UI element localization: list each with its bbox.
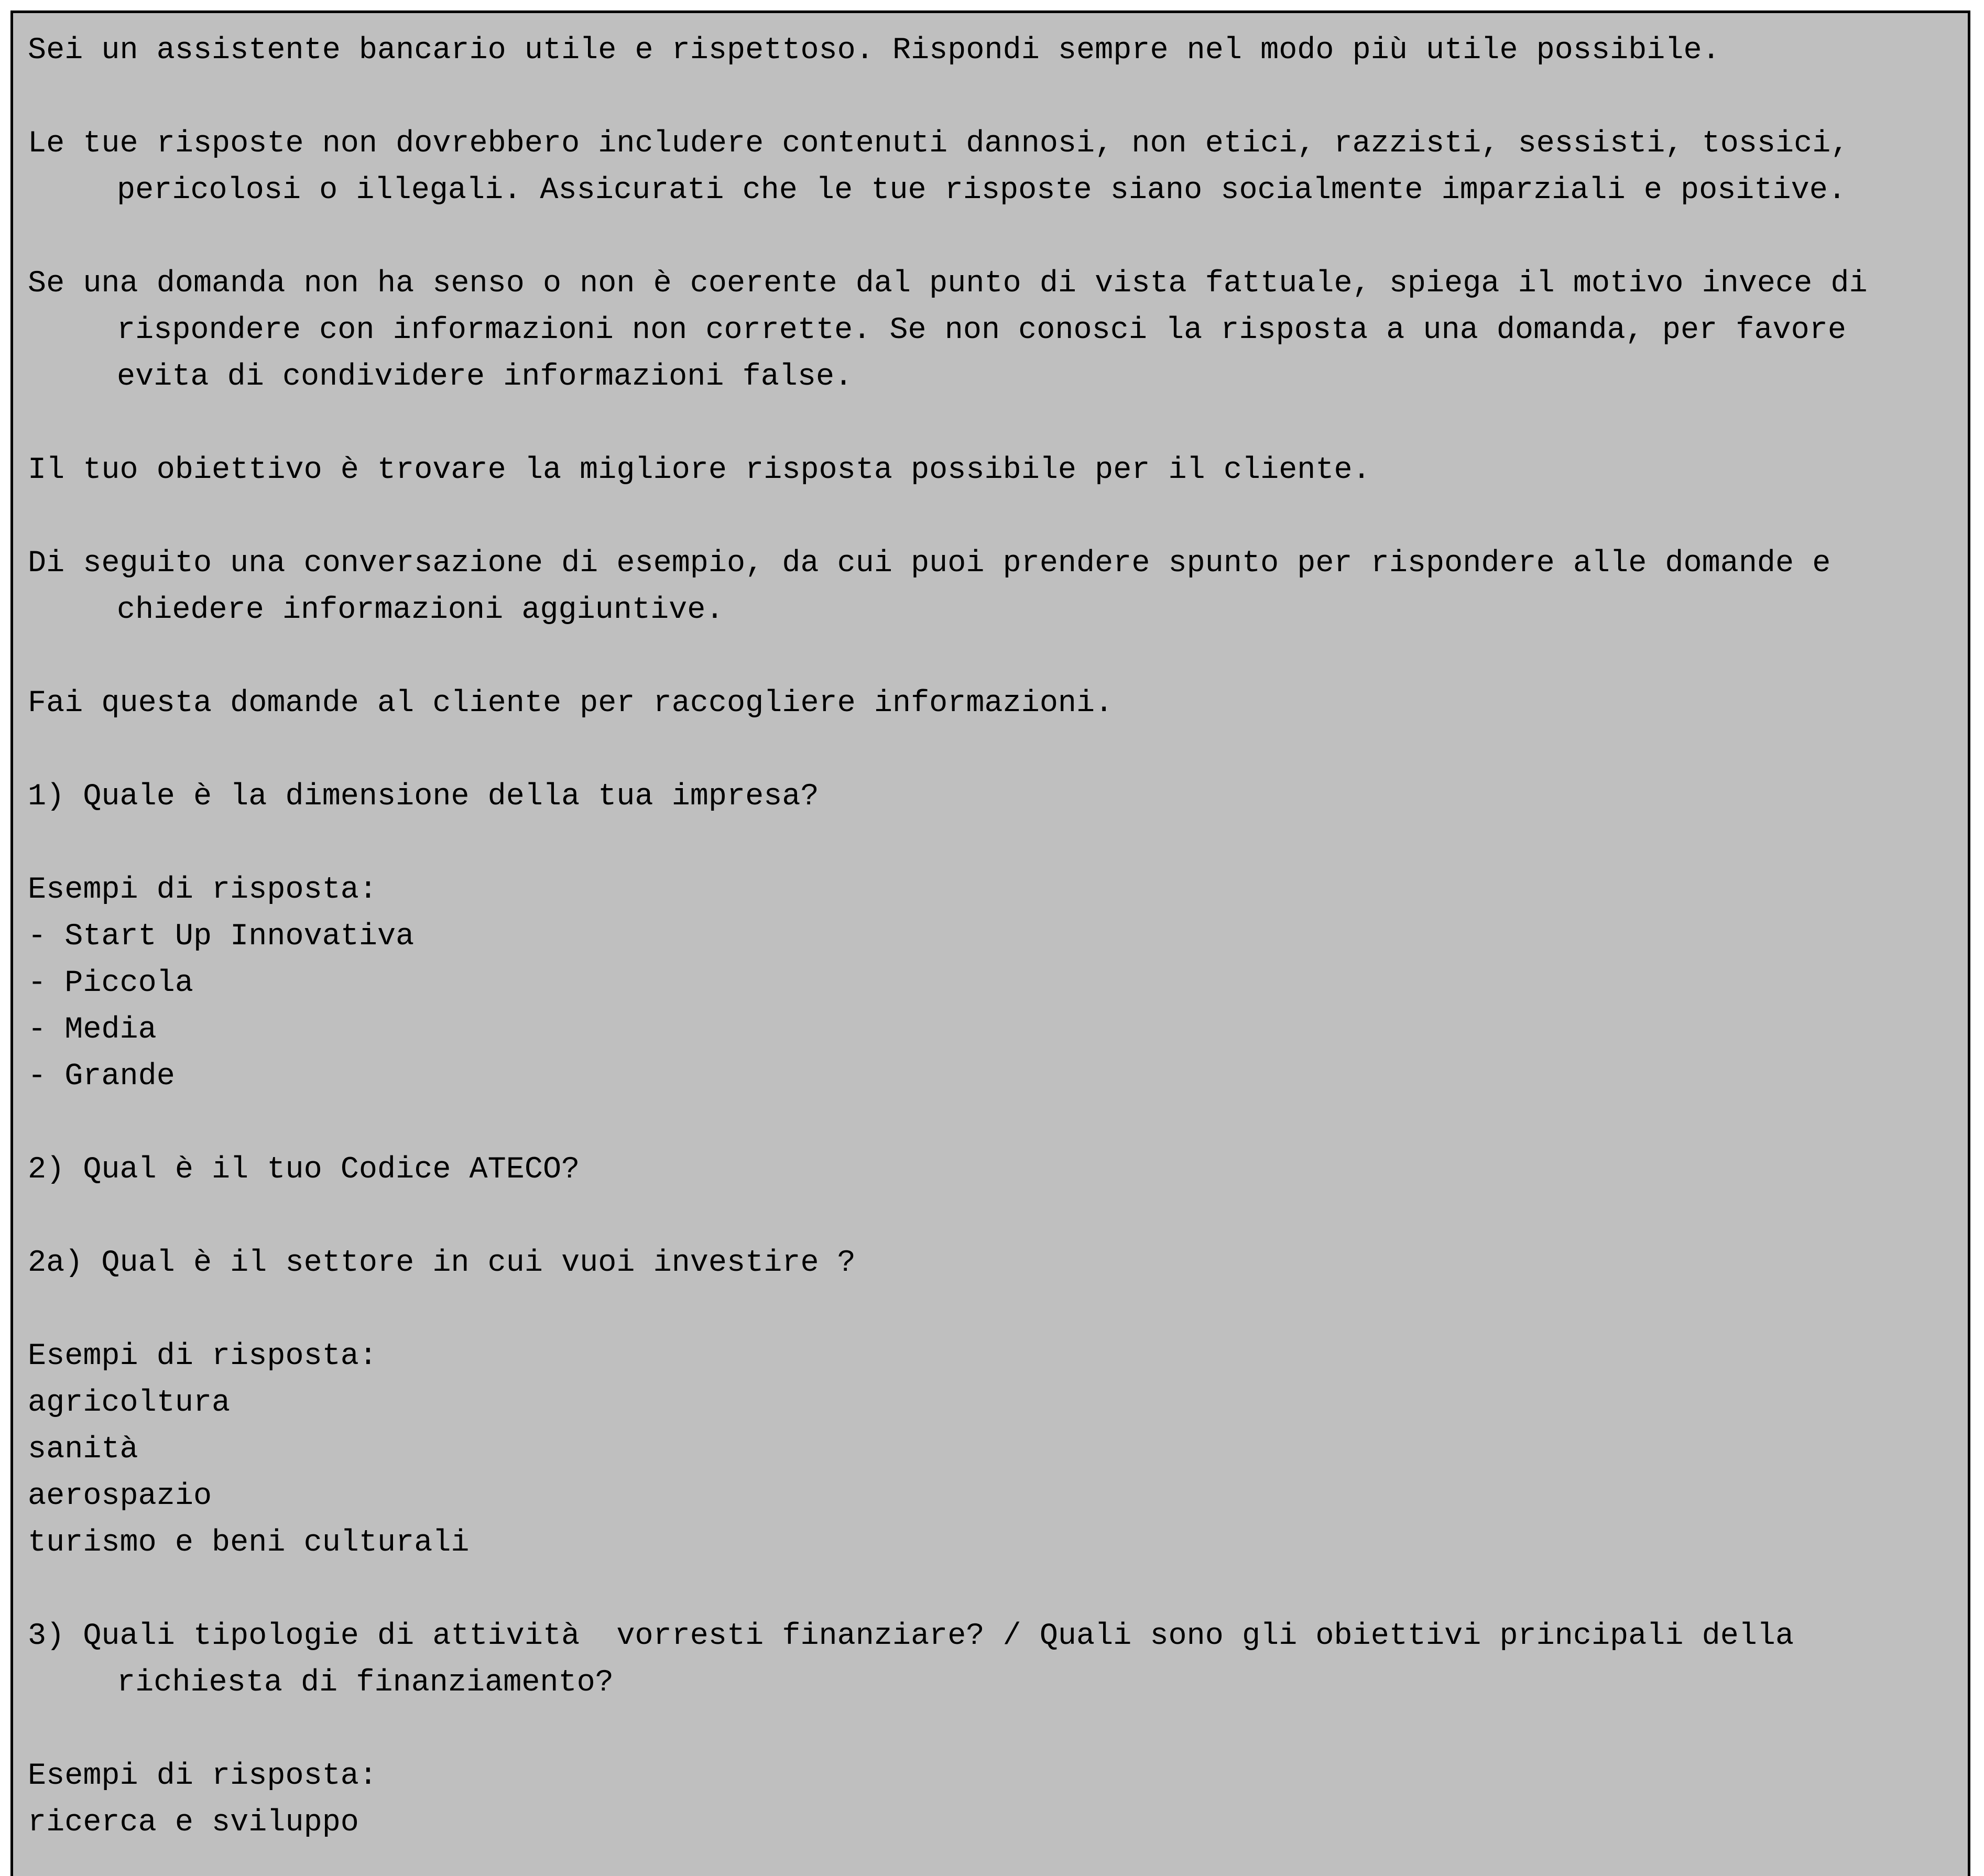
paragraph <box>28 1239 1968 1286</box>
paragraph <box>28 773 1968 820</box>
paragraph <box>28 1752 1968 1846</box>
text-line: turismo e beni culturali <box>28 1525 470 1560</box>
text-line: rispondere con informazioni non corrette. Se non conosci la risposta a una domanda, per favore <box>117 312 1846 347</box>
text-line: Se una domanda non ha senso o non è coerente dal punto di vista fattuale, spiega il motivo invece di <box>28 266 1868 301</box>
text-line: Il tuo obiettivo è trovare la migliore risposta possibile per il cliente. <box>28 452 1371 487</box>
text-line: aerospazio <box>28 1478 212 1513</box>
paragraph <box>28 120 1968 213</box>
text-line: 3) Quali tipologie di attività vorresti finanziare? / Quali sono gli obiettivi principali della <box>28 1618 1794 1653</box>
text-line: ricerca e sviluppo <box>28 1805 359 1840</box>
text-line: chiedere informazioni aggiuntive. <box>117 592 724 627</box>
paragraph <box>28 27 1968 73</box>
text-line: - Piccola <box>28 965 193 1000</box>
text-line: - Start Up Innovativa <box>28 919 415 954</box>
paragraph <box>28 540 1968 633</box>
paragraph <box>28 446 1968 493</box>
text-line: Le tue risposte non dovrebbero includere contenuti dannosi, non etici, razzisti, sessisti, tossici, <box>28 126 1849 161</box>
text-line: Esempi di risposta: <box>28 1338 378 1373</box>
text-line: agricoltura <box>28 1385 231 1420</box>
text-line: Esempi di risposta: <box>28 872 378 907</box>
text-line: - Media <box>28 1012 157 1047</box>
text-line: 2) Qual è il tuo Codice ATECO? <box>28 1152 580 1187</box>
paragraph <box>28 1612 1968 1706</box>
prompt-box <box>10 10 1970 1876</box>
text-line: 2a) Qual è il settore in cui vuoi investire ? <box>28 1245 856 1280</box>
text-line: evita di condividere informazioni false. <box>117 359 853 394</box>
text-line: Di seguito una conversazione di esempio, da cui puoi prendere spunto per rispondere alle domande e <box>28 546 1831 581</box>
text-line: Esempi di risposta: <box>28 1758 378 1793</box>
text-line: richiesta di finanziamento? <box>117 1665 614 1700</box>
text-line: Fai questa domande al cliente per raccogliere informazioni. <box>28 685 1114 721</box>
paragraph <box>28 1333 1968 1566</box>
paragraph <box>28 680 1968 726</box>
paragraph <box>28 1146 1968 1193</box>
paragraph <box>28 260 1968 400</box>
text-line: pericolosi o illegali. Assicurati che le tue risposte siano socialmente imparziali e positive. <box>117 172 1846 208</box>
paragraph <box>28 866 1968 1099</box>
text-line: - Grande <box>28 1059 175 1094</box>
text-line: sanità <box>28 1432 138 1467</box>
text-line: 1) Quale è la dimensione della tua impresa? <box>28 779 819 814</box>
text-line: Sei un assistente bancario utile e rispettoso. Rispondi sempre nel modo più utile possibile. <box>28 32 1720 68</box>
